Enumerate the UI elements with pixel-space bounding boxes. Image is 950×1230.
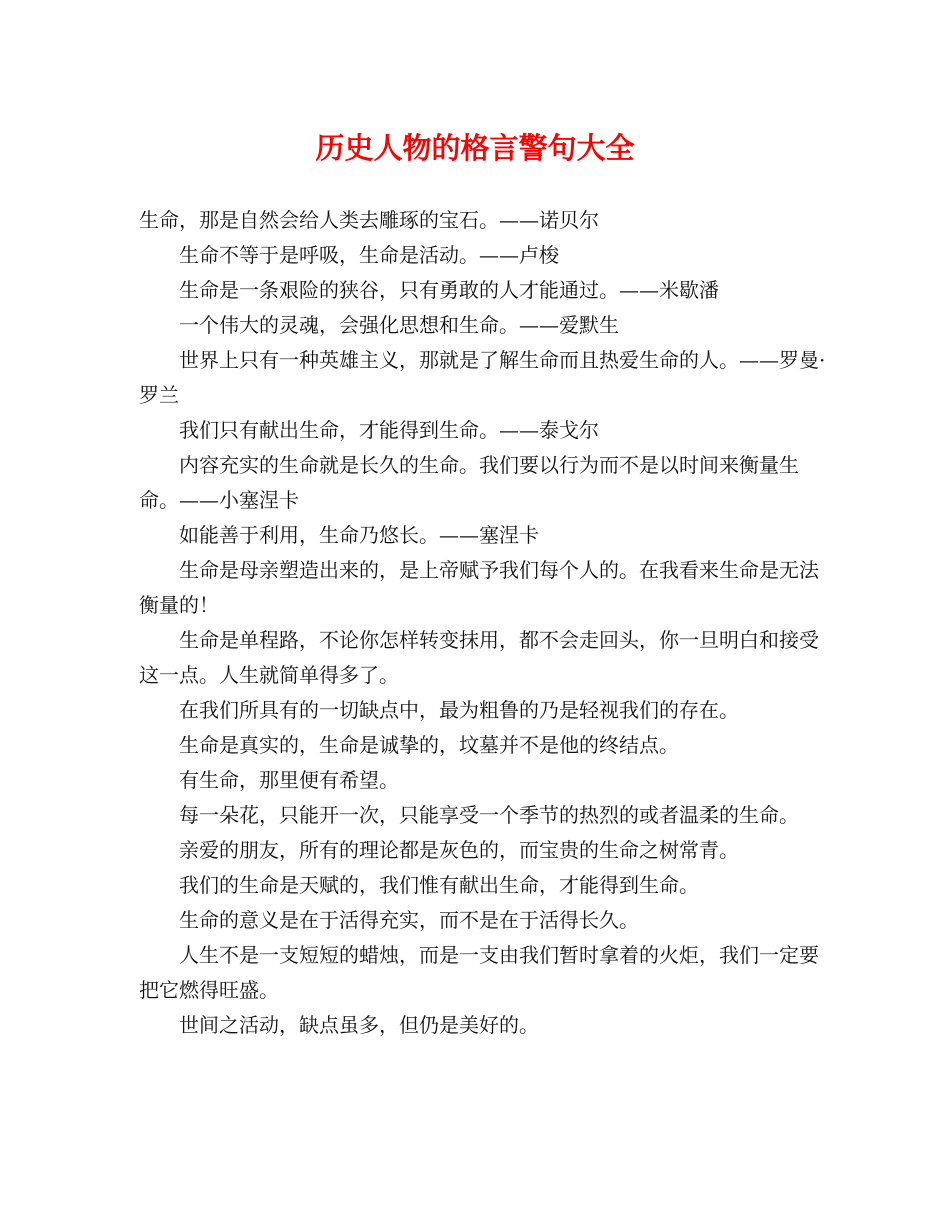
quote-paragraph: 生命是真实的，生命是诚挚的，坟墓并不是他的终结点。	[179, 733, 679, 757]
document-body	[139, 203, 829, 1043]
quote-paragraph: 生命的意义是在于活得充实，而不是在于活得长久。	[179, 908, 639, 932]
quote-paragraph: 每一朵花，只能开一次，只能享受一个季节的热烈的或者温柔的生命。	[179, 803, 799, 827]
quote-paragraph: 内容充实的生命就是长久的生命。我们要以行为而不是以时间来衡量生命。——小塞涅卡	[139, 453, 799, 512]
quote-paragraph: 一个伟大的灵魂，会强化思想和生命。——爱默生	[179, 313, 619, 337]
quote-paragraph: 世界上只有一种英雄主义，那就是了解生命而且热爱生命的人。——罗曼·罗兰	[139, 348, 826, 407]
quote-paragraph: 世间之活动，缺点虽多，但仍是美好的。	[179, 1013, 539, 1037]
quote-paragraph: 生命是母亲塑造出来的，是上帝赋予我们每个人的。在我看来生命是无法衡量的！	[139, 558, 819, 617]
quote-paragraph: 在我们所具有的一切缺点中，最为粗鲁的乃是轻视我们的存在。	[179, 698, 739, 722]
quote-paragraph: 亲爱的朋友，所有的理论都是灰色的，而宝贵的生命之树常青。	[179, 838, 739, 862]
quote-paragraph: 有生命，那里便有希望。	[179, 768, 399, 792]
quote-paragraph: 生命是一条艰险的狭谷，只有勇敢的人才能通过。——米歇潘	[179, 278, 719, 302]
quote-paragraph: 生命，那是自然会给人类去雕琢的宝石。——诺贝尔	[139, 208, 599, 232]
quote-paragraph: 我们只有献出生命，才能得到生命。——泰戈尔	[179, 418, 599, 442]
quote-paragraph: 生命不等于是呼吸，生命是活动。——卢梭	[179, 243, 559, 267]
quote-paragraph: 生命是单程路，不论你怎样转变抹用，都不会走回头，你一旦明白和接受这一点。人生就简单得多了。	[139, 628, 819, 687]
quote-paragraph: 我们的生命是天赋的，我们惟有献出生命，才能得到生命。	[179, 873, 699, 897]
quote-paragraph: 如能善于利用，生命乃悠长。——塞涅卡	[179, 523, 539, 547]
document-title: 历史人物的格言警句大全	[315, 131, 635, 165]
quote-paragraph: 人生不是一支短短的蜡烛，而是一支由我们暂时拿着的火炬，我们一定要把它燃得旺盛。	[139, 943, 819, 1002]
